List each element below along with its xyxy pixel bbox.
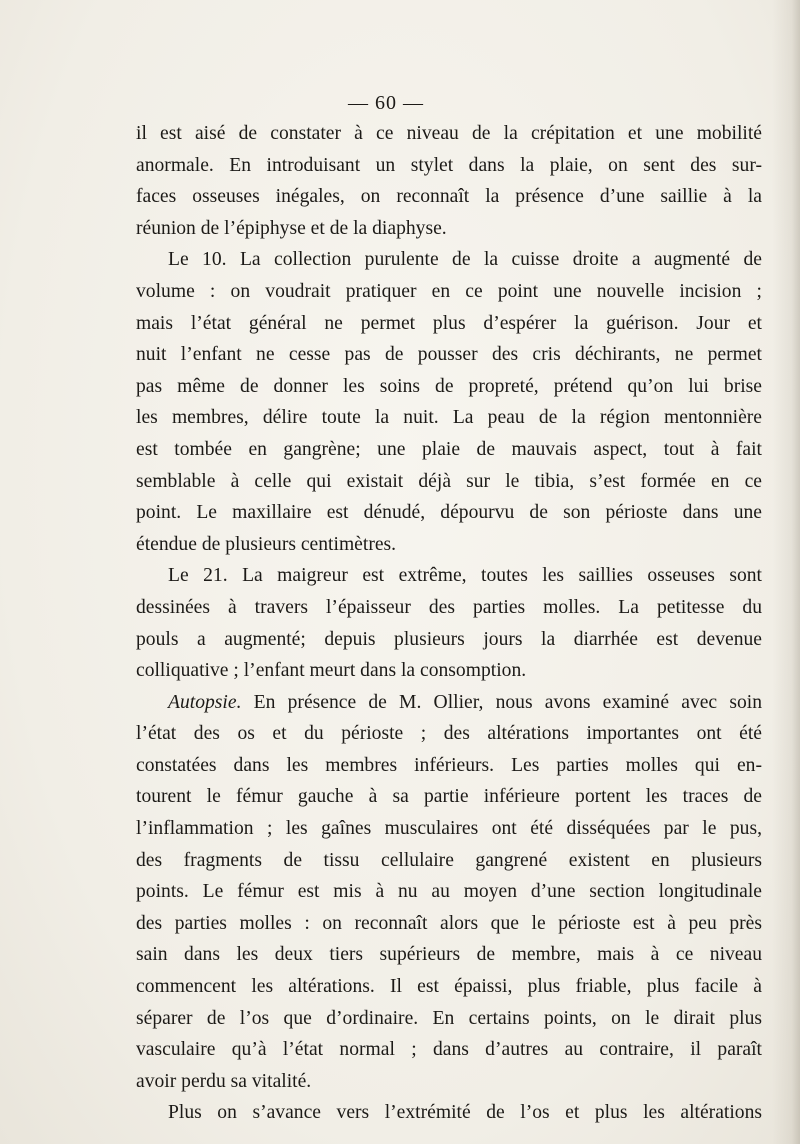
text-line: pas même de donner les soins de propreté, prétend qu’on lui brise	[136, 375, 762, 397]
text-line: mais l’état général ne permet plus d’espérer la guérison. Jour et	[136, 312, 762, 334]
text-line: est tombée en gangrène; une plaie de mauvais aspect, tout à fait	[136, 438, 762, 460]
text-line: semblable à celle qui existait déjà sur le tibia, s’est formée en ce	[136, 470, 762, 492]
text-line: anormale. En introduisant un stylet dans la plaie, on sent des sur-	[136, 154, 762, 176]
text-line: volume : on voudrait pratiquer en ce point une nouvelle incision ;	[136, 280, 762, 302]
text-line: points. Le fémur est mis à nu au moyen d’une section longitudinale	[136, 881, 762, 903]
text-line: tourent le fémur gauche à sa partie inférieure portent les traces de	[136, 786, 762, 808]
text-line: vasculaire qu’à l’état normal ; dans d’autres au contraire, il paraît	[136, 1039, 762, 1061]
text-line: avoir perdu sa vitalité.	[136, 1070, 312, 1092]
text-line: réunion de l’épiphyse et de la diaphyse.	[136, 217, 447, 239]
text-line: des parties molles : on reconnaît alors que le périoste est à peu près	[136, 912, 762, 934]
page-edge-shadow	[772, 0, 800, 1144]
text-line: Plus on s’avance vers l’extrémité de l’os et plus les altérations	[168, 1102, 762, 1124]
text-line: nuit l’enfant ne cesse pas de pousser des cris déchirants, ne permet	[136, 344, 762, 366]
text-line: il est aisé de constater à ce niveau de la crépitation et une mobilité	[136, 123, 762, 144]
text-line: point. Le maxillaire est dénudé, dépourvu de son périoste dans une	[136, 502, 762, 524]
text-line: pouls a augmenté; depuis plusieurs jours la diarrhée est devenue	[136, 628, 762, 650]
autopsie-label: Autopsie.	[168, 691, 242, 713]
text-line-rest: En présence de M. Ollier, nous avons examiné avec soin	[253, 691, 762, 713]
text-line-autopsie	[136, 687, 762, 719]
text-line: sain dans les deux tiers supérieurs de membre, mais à ce niveau	[136, 944, 762, 966]
text-line: l’inflammation ; les gaînes musculaires ont été disséquées par le pus,	[136, 818, 762, 840]
text-line: faces osseuses inégales, on reconnaît la présence d’une saillie à la	[136, 186, 762, 208]
text-line: l’état des os et du périoste ; des altérations importantes ont été	[136, 723, 762, 745]
text-line: colliquative ; l’enfant meurt dans la consomption.	[136, 660, 527, 682]
body-text	[136, 118, 762, 1129]
text-line: Le 10. La collection purulente de la cuisse droite a augmenté de	[168, 249, 762, 271]
text-line: séparer de l’os que d’ordinaire. En certains points, on le dirait plus	[136, 1007, 762, 1029]
text-line: constatées dans les membres inférieurs. Les parties molles qui en-	[136, 754, 762, 776]
text-line: Le 21. La maigreur est extrême, toutes les saillies osseuses sont	[168, 565, 762, 587]
text-line: dessinées à travers l’épaisseur des parties molles. La petitesse du	[136, 596, 762, 618]
page-number: — 60 —	[348, 92, 424, 114]
text-line: commencent les altérations. Il est épaissi, plus friable, plus facile à	[136, 976, 762, 998]
text-line: étendue de plusieurs centimètres.	[136, 533, 397, 555]
text-line: des fragments de tissu cellulaire gangrené existent en plusieurs	[136, 849, 762, 871]
text-line: les membres, délire toute la nuit. La peau de la région mentonnière	[136, 407, 762, 429]
